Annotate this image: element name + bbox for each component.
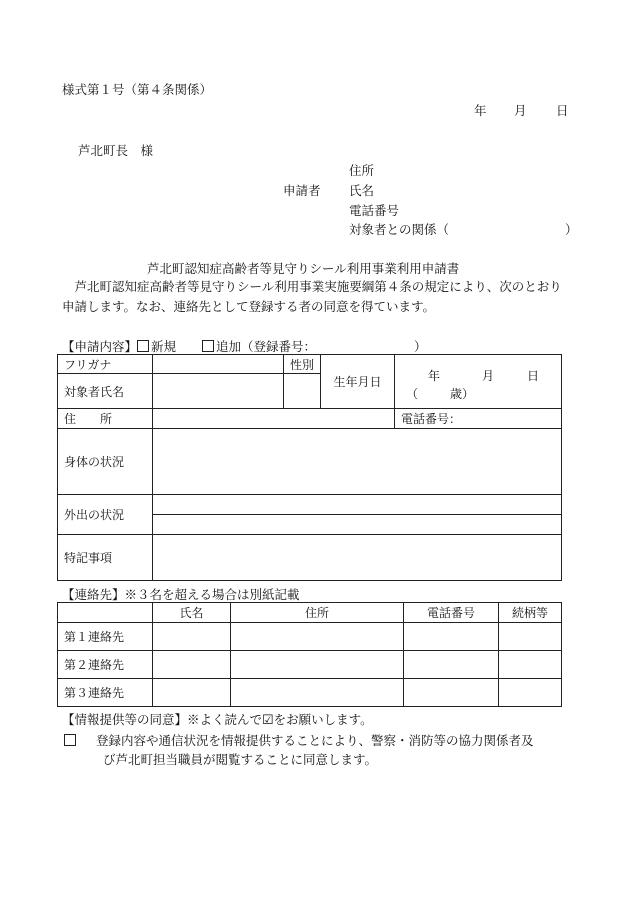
addressee: 芦北町長 様 — [78, 143, 154, 158]
consent-header — [62, 710, 373, 728]
new-label: 新規 — [151, 339, 177, 354]
intro-paragraph: 芦北町認知症高齢者等見守りシール利用事業実施要綱第４条の規定により、次のとおり申請します。なお、連絡先として登録する者の同意を得ています。 — [62, 279, 562, 314]
contact-row-label: 第３連絡先 — [58, 679, 153, 707]
consent-label-suffix: をお願いします。 — [273, 712, 373, 727]
physical-input[interactable] — [153, 429, 562, 495]
address-label: 住 所 — [58, 409, 153, 429]
contact-row-label: 第２連絡先 — [58, 651, 153, 679]
physical-label: 身体の状況 — [58, 429, 153, 495]
checked-box-icon: ☑ — [262, 713, 274, 728]
birth-month-label: 月 — [482, 368, 495, 383]
age-unit: 歳） — [450, 386, 475, 401]
age-open: （ — [406, 386, 419, 401]
request-line — [62, 337, 316, 355]
gender-input[interactable] — [284, 374, 321, 409]
add-checkbox[interactable] — [202, 340, 214, 352]
add-close: ） — [414, 339, 427, 354]
name-label: 対象者氏名 — [58, 374, 153, 409]
contact-3-phone[interactable] — [404, 679, 499, 707]
furigana-label: フリガナ — [58, 355, 153, 374]
notes-label: 特記事項 — [58, 535, 153, 581]
birthdate-input[interactable] — [395, 355, 562, 409]
applicant-phone-label: 電話番号 — [349, 203, 400, 218]
form-number: 様式第１号（第４条関係） — [62, 82, 213, 97]
applicant-name-label: 氏名 — [349, 183, 375, 198]
phone-label: 電話番号： — [395, 409, 562, 429]
contacts-header-phone: 電話番号 — [404, 603, 499, 623]
contacts-label: 【連絡先】※３名を超える場合は別紙記載 — [62, 587, 300, 602]
consent-text-2: び芦北町担当職員が閲覧することに同意します。 — [103, 752, 378, 767]
birth-year-label: 年 — [428, 368, 441, 383]
contact-2-phone[interactable] — [404, 651, 499, 679]
add-label: 追加（登録番号： — [216, 339, 317, 354]
gender-label: 性別 — [284, 355, 321, 374]
contact-row-label: 第１連絡先 — [58, 623, 153, 651]
contacts-header-address: 住所 — [231, 603, 404, 623]
notes-input[interactable] — [153, 535, 562, 581]
outing-input-2[interactable] — [153, 515, 562, 535]
date-year-label: 年 — [474, 103, 487, 118]
contact-3-name[interactable] — [153, 679, 231, 707]
consent-text-1: 登録内容や通信状況を情報提供することにより、警察・消防等の協力関係者及 — [95, 733, 534, 748]
date-month-label: 月 — [514, 103, 527, 118]
contact-1-address[interactable] — [231, 623, 404, 651]
outing-label: 外出の状況 — [58, 495, 153, 535]
new-checkbox[interactable] — [137, 340, 149, 352]
consent-line-1 — [64, 731, 534, 749]
contact-1-relation[interactable] — [499, 623, 562, 651]
contact-2-relation[interactable] — [499, 651, 562, 679]
furigana-input[interactable] — [153, 355, 284, 374]
contact-1-name[interactable] — [153, 623, 231, 651]
contact-1-phone[interactable] — [404, 623, 499, 651]
applicant-relation-label: 対象者との関係（ — [349, 222, 450, 237]
request-label: 【申請内容】 — [62, 339, 138, 354]
contact-2-address[interactable] — [231, 651, 404, 679]
applicant-relation-close: ） — [565, 222, 578, 237]
outing-input-1[interactable] — [153, 495, 562, 515]
contact-2-name[interactable] — [153, 651, 231, 679]
consent-label: 【情報提供等の同意】※よく読んで — [62, 712, 263, 727]
date-day-label: 日 — [556, 103, 569, 118]
name-input[interactable] — [153, 374, 284, 409]
subject-table — [57, 354, 562, 581]
contacts-header-relation: 続柄等 — [499, 603, 562, 623]
birthdate-label: 生年月日 — [321, 355, 395, 409]
document-title: 芦北町認知症高齢者等見守りシール利用事業利用申請書 — [147, 261, 460, 276]
consent-checkbox[interactable] — [64, 734, 76, 746]
birth-day-label: 日 — [527, 368, 540, 383]
applicant-role-label: 申請者 — [283, 183, 321, 198]
contacts-table — [57, 602, 562, 707]
contacts-header-name: 氏名 — [153, 603, 231, 623]
contact-3-relation[interactable] — [499, 679, 562, 707]
contacts-header-blank — [58, 603, 153, 623]
contact-3-address[interactable] — [231, 679, 404, 707]
applicant-address-label: 住所 — [349, 163, 375, 178]
address-input[interactable] — [153, 409, 395, 429]
